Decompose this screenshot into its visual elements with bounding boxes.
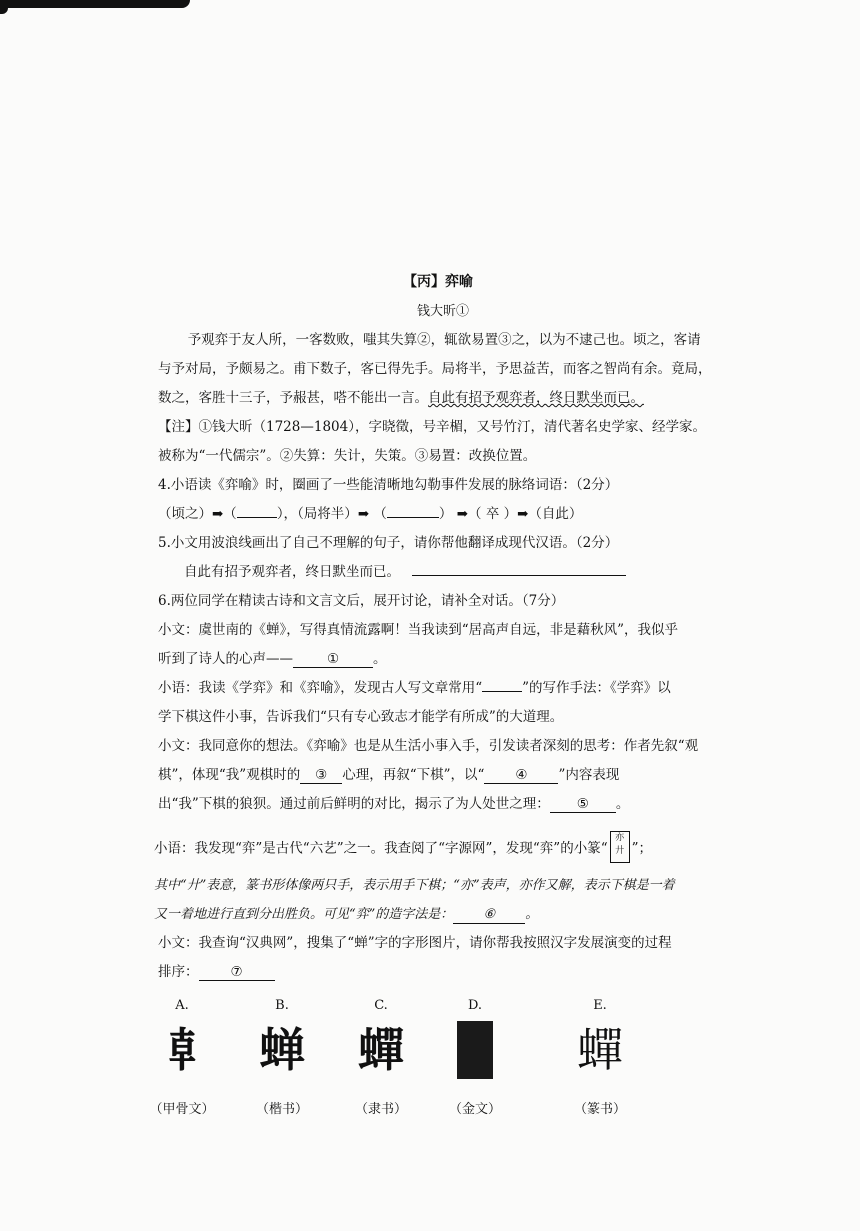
option-caption: （楷书） bbox=[255, 1102, 308, 1117]
dialogue-line: 小文：我同意你的想法。《弈喻》也是从生活小事入手，引发读者深刻的思考：作者先叙“观 bbox=[158, 738, 699, 754]
chain-item: ） ➡（ 卒 ）➡（自此） bbox=[438, 506, 583, 522]
option-caption: （隶书） bbox=[354, 1102, 407, 1117]
option-a bbox=[137, 991, 227, 1124]
scan-mark bbox=[0, 0, 190, 8]
chain-item: ）， bbox=[276, 506, 298, 522]
glyph-options bbox=[149, 991, 718, 1141]
document-page bbox=[149, 268, 718, 1141]
dialogue-text: ”内容表现 bbox=[558, 767, 620, 783]
answer-blank-4[interactable]: ④ bbox=[484, 767, 558, 784]
passage-line: 与予对局，予颇易之。甫下数子，客已得先手。局将半，予思益苦，而客之智尚有余。竟局， bbox=[158, 361, 712, 377]
answer-blank[interactable] bbox=[387, 517, 439, 518]
dialogue-line: 学下棋这件小事，告诉我们“只有专心致志才能学有所成”的大道理。 bbox=[158, 709, 564, 725]
option-letter: D. bbox=[467, 998, 483, 1013]
note-line: 【注】①钱大昕（1728—1804），字晓徵，号辛楣，又号竹汀，清代著名史学家、经学家。 bbox=[158, 419, 706, 435]
dialogue-text: 棋”，体现“我”观棋时的 bbox=[158, 767, 301, 783]
dialogue-text: 小语：我读《学弈》和《弈喻》，发现古人写文章常用“ bbox=[158, 680, 483, 696]
regular-script-glyph: 蝉 bbox=[259, 1022, 305, 1077]
scan-mark-corner bbox=[0, 0, 8, 14]
dialogue-line: 听到了诗人的心声—— ① 。 bbox=[158, 651, 387, 667]
oracle-bone-glyph: 𠦝 bbox=[159, 1022, 205, 1077]
option-caption: （甲骨文） bbox=[149, 1102, 215, 1117]
wavy-underlined-sentence: 自此有招予观弈者，终日默坐而已。 bbox=[428, 390, 644, 406]
dialogue-line bbox=[154, 833, 718, 865]
seal-script-glyph: 蟬 bbox=[577, 1022, 623, 1077]
answer-blank-3[interactable]: ③ bbox=[300, 767, 342, 784]
question-5-prompt: 5.小文用波浪线画出了自己不理解的句子，请你帮他翻译成现代汉语。（2分） bbox=[158, 535, 619, 551]
dialogue-text: 听到了诗人的心声—— bbox=[158, 651, 293, 667]
option-caption: （金文） bbox=[448, 1102, 501, 1117]
answer-blank-1[interactable]: ① bbox=[293, 651, 373, 668]
chain-item: （局将半） bbox=[297, 506, 358, 522]
passage-line-text: 数之，客胜十三子，予赧甚， bbox=[158, 390, 334, 406]
dialogue-text: 心理，再叙“下棋”，以“ bbox=[342, 767, 485, 783]
option-letter: E. bbox=[593, 998, 607, 1013]
dialogue-line: 其中“廾”表意，篆书形体像两只手，表示用手下棋；“亦”表声，亦作又解，表示下棋是一着 bbox=[154, 878, 675, 893]
answer-blank[interactable] bbox=[412, 575, 626, 576]
option-b bbox=[237, 991, 327, 1124]
dialogue-text: 出“我”下棋的狼狈。通过前后鲜明的对比，揭示了为人处世之理： bbox=[158, 796, 550, 812]
option-d bbox=[430, 991, 520, 1124]
chain-item: ➡ （ bbox=[357, 506, 387, 522]
seal-script-glyph: 亦 廾 bbox=[615, 833, 625, 856]
dialogue-line bbox=[158, 761, 718, 790]
bronze-rubbing bbox=[457, 1021, 493, 1079]
passage-tail: 嗒不能出一言。 bbox=[333, 390, 428, 406]
question-6-prompt: 6.两位同学在精读古诗和文言文后，展开讨论，请补全对话。（7分） bbox=[158, 593, 565, 609]
note-line: 被称为“一代儒宗”。②失算：失计，失策。③易置：改换位置。 bbox=[158, 448, 537, 464]
option-e bbox=[555, 991, 645, 1124]
option-letter: C. bbox=[374, 998, 388, 1013]
dialogue-text: 又一着地进行直到分出胜负。可见“弈”的造字法是： bbox=[154, 907, 454, 922]
dialogue-line: 又一着地进行直到分出胜负。可见“弈”的造字法是： ⑥ 。 bbox=[154, 907, 539, 922]
seal-script-image bbox=[610, 831, 630, 863]
dialogue-text: ”的写作手法：《学弈》以 bbox=[522, 680, 671, 696]
bronze-script-image bbox=[430, 1017, 520, 1083]
dialogue-line bbox=[158, 958, 718, 987]
answer-blank-6[interactable]: ⑥ bbox=[453, 907, 525, 924]
dialogue-text: 小语：我发现“弈”是古代“六艺”之一。我查阅了“字源网”，发现“弈”的小篆“ bbox=[154, 840, 608, 857]
dialogue-line: 小文：虞世南的《蝉》，写得真情流露啊！当我读到“居高声自远，非是藉秋风”，我似乎 bbox=[158, 622, 679, 638]
option-c bbox=[336, 991, 426, 1124]
question-4-chain bbox=[158, 500, 718, 529]
dialogue-line: 出“我”下棋的狼狈。通过前后鲜明的对比，揭示了为人处世之理： ⑤ 。 bbox=[158, 796, 630, 812]
clerical-script-glyph: 蟬 bbox=[358, 1022, 404, 1077]
passage-line: 予观弈于友人所，一客数败，嗤其失算②，辄欲易置③之，以为不逮己也。顷之，客请 bbox=[187, 332, 701, 348]
question-4-prompt: 4.小语读《弈喻》时，圈画了一些能清晰地勾勒事件发展的脉络词语：（2分） bbox=[158, 477, 619, 493]
dialogue-text: 排序： bbox=[158, 964, 199, 980]
chain-item: （顷之） bbox=[158, 506, 212, 522]
question-5-answer-line bbox=[158, 558, 718, 587]
answer-blank-2[interactable] bbox=[482, 691, 522, 692]
answer-blank-5[interactable]: ⑤ bbox=[550, 796, 616, 813]
passage-author: 钱大昕① bbox=[416, 304, 469, 319]
option-caption: （篆书） bbox=[573, 1102, 626, 1117]
dialogue-text: ”； bbox=[631, 840, 653, 857]
answer-blank-7[interactable]: ⑦ bbox=[199, 964, 275, 981]
passage-title: 【丙】弈喻 bbox=[403, 274, 473, 290]
dialogue-line: 小文：我查询“汉典网”，搜集了“蝉”字的字形图片，请你帮我按照汉字发展演变的过程 bbox=[158, 935, 672, 951]
passage-line bbox=[158, 384, 718, 413]
answer-blank[interactable] bbox=[237, 517, 277, 518]
question-5-sentence: 自此有招予观弈者，终日默坐而已。 bbox=[184, 564, 400, 580]
option-letter: A. bbox=[175, 998, 189, 1013]
chain-item: ➡（ bbox=[212, 506, 237, 522]
option-letter: B. bbox=[275, 998, 289, 1013]
dialogue-line bbox=[158, 674, 718, 703]
